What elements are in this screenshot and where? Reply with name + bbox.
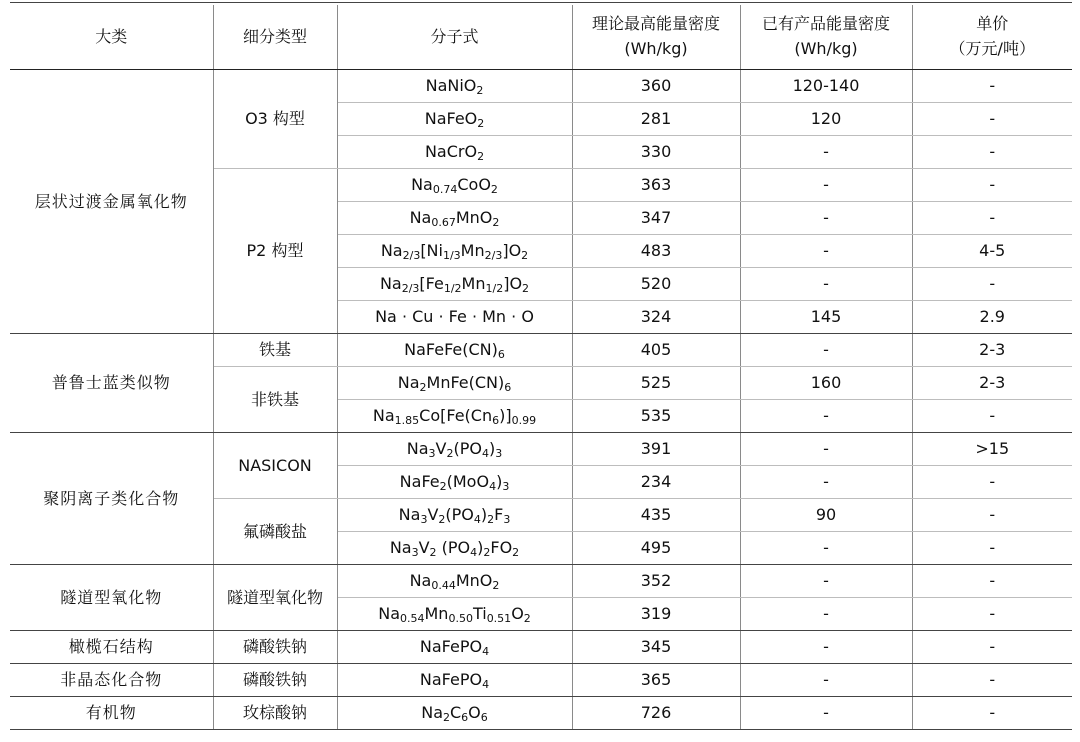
table-row xyxy=(10,70,1072,103)
formula-subscript: 6 xyxy=(480,711,488,725)
formula-subscript: 2 xyxy=(446,447,454,461)
formula-text: NaNiO xyxy=(425,76,477,96)
header-theoretical-density xyxy=(572,5,740,70)
cell-theoretical-density: 365 xyxy=(572,664,740,697)
cell-formula xyxy=(337,202,572,235)
formula-subscript: 6 xyxy=(461,711,469,725)
cell-category: 橄榄石结构 xyxy=(10,631,213,664)
cell-theoretical-density: 352 xyxy=(572,565,740,598)
cell-unit-price: - xyxy=(912,631,1072,664)
formula-subscript: 4 xyxy=(482,645,490,659)
cell-unit-price: - xyxy=(912,697,1072,730)
header-theoretical-label: 理论最高能量密度 xyxy=(591,14,720,34)
formula-text: NaFeO xyxy=(424,109,478,129)
formula-text: ) xyxy=(477,538,484,558)
formula-text: V xyxy=(418,538,430,558)
cell-formula xyxy=(337,334,572,367)
formula-subscript: 3 xyxy=(411,546,419,560)
cell-unit-price: - xyxy=(912,565,1072,598)
formula-subscript: 1.85 xyxy=(394,414,420,428)
cell-formula xyxy=(337,598,572,631)
cell-theoretical-density: 330 xyxy=(572,136,740,169)
cell-existing-density: - xyxy=(740,598,912,631)
cell-formula xyxy=(337,235,572,268)
cell-theoretical-density: 535 xyxy=(572,400,740,433)
cell-theoretical-density: 391 xyxy=(572,433,740,466)
formula-text: NaFeFe(CN) xyxy=(404,340,498,360)
header-existing-unit: (Wh/kg) xyxy=(794,39,858,58)
formula-text: Na xyxy=(409,571,432,591)
cell-theoretical-density: 360 xyxy=(572,70,740,103)
cell-existing-density: - xyxy=(740,136,912,169)
cell-subtype: 隧道型氧化物 xyxy=(213,565,337,631)
cell-theoretical-density: 483 xyxy=(572,235,740,268)
formula-text: (PO xyxy=(453,439,482,459)
cell-formula xyxy=(337,565,572,598)
formula-subscript: 2 xyxy=(512,546,520,560)
formula-subscript: 0.74 xyxy=(432,183,458,197)
formula-subscript: 2/3 xyxy=(402,249,421,263)
cell-category: 非晶态化合物 xyxy=(10,664,213,697)
formula-subscript: 0.51 xyxy=(486,612,512,626)
cell-subtype: 磷酸铁钠 xyxy=(213,631,337,664)
formula-subscript: 2 xyxy=(522,282,530,296)
formula-text: ) xyxy=(488,439,496,459)
cell-theoretical-density: 520 xyxy=(572,268,740,301)
cell-category: 有机物 xyxy=(10,697,213,730)
formula-text: Na xyxy=(406,439,429,459)
formula-subscript: 4 xyxy=(482,678,490,692)
cell-theoretical-density: 345 xyxy=(572,631,740,664)
formula-subscript: 1/2 xyxy=(443,282,462,296)
formula-text: NaFe xyxy=(399,472,440,492)
cell-subtype: 磷酸铁钠 xyxy=(213,664,337,697)
table-body xyxy=(10,70,1072,730)
formula-text: Mn xyxy=(461,274,486,294)
cell-category: 聚阴离子类化合物 xyxy=(10,433,213,565)
table-row xyxy=(10,334,1072,367)
cell-category: 隧道型氧化物 xyxy=(10,565,213,631)
formula-subscript: 2 xyxy=(429,546,437,560)
cell-formula xyxy=(337,433,572,466)
formula-text: Na xyxy=(372,406,395,426)
formula-subscript: 6 xyxy=(492,414,500,428)
formula-subscript: 4 xyxy=(489,480,497,494)
cell-existing-density: 120 xyxy=(740,103,912,136)
formula-text: Na xyxy=(389,538,412,558)
header-existing-density xyxy=(740,5,912,70)
cell-formula xyxy=(337,301,572,334)
cell-subtype: 铁基 xyxy=(213,334,337,367)
formula-text: [Ni xyxy=(420,241,443,261)
cell-unit-price: - xyxy=(912,70,1072,103)
cell-existing-density: 90 xyxy=(740,499,912,532)
cell-formula xyxy=(337,400,572,433)
header-price-unit: （万元/吨） xyxy=(949,39,1035,58)
cell-unit-price: - xyxy=(912,400,1072,433)
header-formula xyxy=(337,5,572,70)
cell-formula xyxy=(337,664,572,697)
formula-subscript: 2 xyxy=(438,513,446,527)
header-theoretical-unit: (Wh/kg) xyxy=(624,39,688,58)
cell-existing-density: - xyxy=(740,664,912,697)
cell-theoretical-density: 435 xyxy=(572,499,740,532)
cell-formula xyxy=(337,631,572,664)
formula-subscript: 3 xyxy=(428,447,436,461)
cell-theoretical-density: 324 xyxy=(572,301,740,334)
cell-formula xyxy=(337,466,572,499)
formula-text: FO xyxy=(490,538,513,558)
header-formula-label: 分子式 xyxy=(430,26,479,46)
cell-unit-price: >15 xyxy=(912,433,1072,466)
cell-unit-price: - xyxy=(912,664,1072,697)
formula-subscript: 1/2 xyxy=(485,282,504,296)
cell-formula xyxy=(337,367,572,400)
cell-unit-price: - xyxy=(912,598,1072,631)
formula-subscript: 2 xyxy=(487,513,495,527)
header-category-label: 大类 xyxy=(95,26,128,46)
cell-unit-price: - xyxy=(912,268,1072,301)
cell-existing-density: - xyxy=(740,268,912,301)
cell-theoretical-density: 726 xyxy=(572,697,740,730)
formula-text: V xyxy=(427,505,439,525)
formula-text: Mn xyxy=(424,604,449,624)
formula-text: ) xyxy=(480,505,488,525)
formula-text: (MoO xyxy=(446,472,490,492)
formula-subscript: 3 xyxy=(495,447,503,461)
formula-text: Na xyxy=(397,373,420,393)
formula-text: V xyxy=(435,439,447,459)
formula-subscript: 3 xyxy=(503,513,511,527)
formula-subscript: 0.54 xyxy=(400,612,425,626)
formula-subscript: 6 xyxy=(497,348,505,362)
formula-text: MnFe(CN) xyxy=(426,373,505,393)
formula-text: NaFePO xyxy=(419,670,483,690)
formula-text: Na xyxy=(421,703,443,723)
formula-text: Ti xyxy=(472,604,487,624)
cell-formula xyxy=(337,499,572,532)
top-rule xyxy=(10,2,1072,3)
formula-text: Na xyxy=(379,274,402,294)
cell-theoretical-density: 319 xyxy=(572,598,740,631)
formula-text: ) xyxy=(496,472,503,492)
cell-existing-density: - xyxy=(740,400,912,433)
cell-formula xyxy=(337,532,572,565)
table-row xyxy=(10,664,1072,697)
cell-unit-price: - xyxy=(912,466,1072,499)
formula-text: C xyxy=(450,703,462,723)
formula-text: O xyxy=(468,703,481,723)
formula-text: Na xyxy=(398,505,421,525)
cell-formula xyxy=(337,169,572,202)
formula-subscript: 2/3 xyxy=(484,249,503,263)
formula-text: Na xyxy=(380,241,403,261)
cell-existing-density: 160 xyxy=(740,367,912,400)
formula-text: Mn xyxy=(460,241,485,261)
formula-subscript: 3 xyxy=(420,513,428,527)
header-unit-price xyxy=(912,5,1072,70)
formula-text: )] xyxy=(499,406,512,426)
cell-theoretical-density: 405 xyxy=(572,334,740,367)
cell-existing-density: 145 xyxy=(740,301,912,334)
formula-text: Na xyxy=(411,175,433,195)
cell-theoretical-density: 495 xyxy=(572,532,740,565)
formula-subscript: 2 xyxy=(492,579,500,593)
formula-text: MnO xyxy=(455,571,493,591)
formula-subscript: 2 xyxy=(443,711,450,725)
header-existing-label: 已有产品能量密度 xyxy=(761,14,890,34)
cell-existing-density: - xyxy=(740,202,912,235)
formula-text: CoO xyxy=(457,175,491,195)
cell-subtype: O3 构型 xyxy=(213,70,337,169)
cell-unit-price: 2-3 xyxy=(912,367,1072,400)
formula-text: ]O xyxy=(503,274,523,294)
formula-subscript: 2 xyxy=(523,612,531,626)
cell-subtype: P2 构型 xyxy=(213,169,337,334)
cell-unit-price: - xyxy=(912,202,1072,235)
formula-text: O xyxy=(511,604,524,624)
formula-subscript: 2 xyxy=(521,249,529,263)
formula-text: NaFePO xyxy=(419,637,483,657)
formula-subscript: 2 xyxy=(476,84,484,98)
cell-formula xyxy=(337,70,572,103)
formula-text: MnO xyxy=(455,208,493,228)
formula-subscript: 2 xyxy=(477,117,485,131)
formula-subscript: 2 xyxy=(490,183,498,197)
cell-subtype: 玫棕酸钠 xyxy=(213,697,337,730)
cell-subtype: 氟磷酸盐 xyxy=(213,499,337,565)
formula-text: Na xyxy=(378,604,400,624)
cell-existing-density: - xyxy=(740,631,912,664)
formula-subscript: 0.67 xyxy=(431,216,456,230)
table-row xyxy=(10,631,1072,664)
table-row xyxy=(10,433,1072,466)
formula-text: (PO xyxy=(436,538,471,558)
cell-formula xyxy=(337,268,572,301)
cell-existing-density: - xyxy=(740,169,912,202)
cell-formula xyxy=(337,136,572,169)
header-subtype xyxy=(213,5,337,70)
cell-unit-price: - xyxy=(912,169,1072,202)
cell-unit-price: - xyxy=(912,103,1072,136)
formula-subscript: 2 xyxy=(477,150,485,164)
formula-text: NaCrO xyxy=(424,142,478,162)
cell-unit-price: 2-3 xyxy=(912,334,1072,367)
cell-existing-density: - xyxy=(740,235,912,268)
formula-text: [Fe xyxy=(419,274,444,294)
table-header-row xyxy=(10,5,1072,70)
cell-existing-density: - xyxy=(740,334,912,367)
cell-unit-price: 2.9 xyxy=(912,301,1072,334)
formula-subscript: 0.44 xyxy=(431,579,456,593)
cell-existing-density: - xyxy=(740,565,912,598)
cell-formula xyxy=(337,103,572,136)
formula-text: F xyxy=(494,505,504,525)
header-subtype-label: 细分类型 xyxy=(242,26,307,46)
table-row xyxy=(10,697,1072,730)
cell-theoretical-density: 347 xyxy=(572,202,740,235)
cell-existing-density: - xyxy=(740,433,912,466)
cell-existing-density: - xyxy=(740,697,912,730)
cell-existing-density: - xyxy=(740,532,912,565)
formula-text: Na · Cu · Fe · Mn · O xyxy=(375,307,534,327)
cell-unit-price: - xyxy=(912,136,1072,169)
formula-text: Na xyxy=(409,208,432,228)
cell-formula xyxy=(337,697,572,730)
formula-subscript: 3 xyxy=(502,480,510,494)
cell-unit-price: 4-5 xyxy=(912,235,1072,268)
cell-subtype: 非铁基 xyxy=(213,367,337,433)
cell-existing-density: 120-140 xyxy=(740,70,912,103)
formula-subscript: 2 xyxy=(439,480,447,494)
cell-existing-density: - xyxy=(740,466,912,499)
formula-subscript: 2 xyxy=(419,381,427,395)
header-category xyxy=(10,5,213,70)
formula-text: Co[Fe(Cn xyxy=(419,406,493,426)
cell-category: 普鲁士蓝类似物 xyxy=(10,334,213,433)
cell-theoretical-density: 281 xyxy=(572,103,740,136)
formula-subscript: 1/3 xyxy=(442,249,461,263)
formula-subscript: 4 xyxy=(473,513,481,527)
cell-unit-price: - xyxy=(912,532,1072,565)
formula-text: ]O xyxy=(502,241,522,261)
formula-subscript: 4 xyxy=(470,546,478,560)
cell-category: 层状过渡金属氧化物 xyxy=(10,70,213,334)
table-row xyxy=(10,565,1072,598)
formula-subscript: 2 xyxy=(492,216,500,230)
formula-subscript: 4 xyxy=(481,447,489,461)
formula-subscript: 6 xyxy=(504,381,512,395)
formula-subscript: 2/3 xyxy=(401,282,420,296)
header-price-label: 单价 xyxy=(976,14,1009,34)
cell-unit-price: - xyxy=(912,499,1072,532)
formula-subscript: 0.50 xyxy=(448,612,473,626)
formula-subscript: 0.99 xyxy=(511,414,537,428)
cell-theoretical-density: 234 xyxy=(572,466,740,499)
formula-subscript: 2 xyxy=(483,546,491,560)
cell-theoretical-density: 525 xyxy=(572,367,740,400)
formula-text: (PO xyxy=(445,505,474,525)
sodium-cathode-materials-table xyxy=(10,5,1072,730)
cell-theoretical-density: 363 xyxy=(572,169,740,202)
cell-subtype: NASICON xyxy=(213,433,337,499)
